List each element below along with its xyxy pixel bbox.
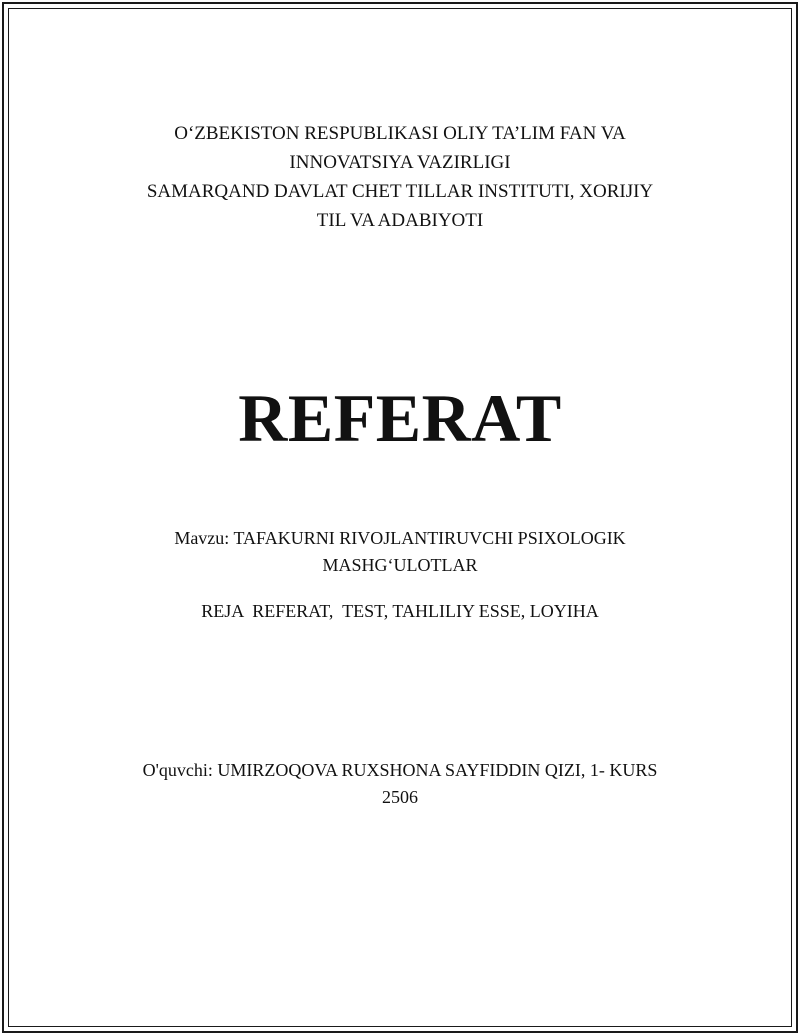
header-line: TIL VA ADABIYOTI: [316, 210, 484, 231]
plan-section: [0, 598, 800, 625]
document-title: REFERAT: [238, 380, 562, 456]
student-group: 2506: [382, 787, 418, 807]
topic-section: [0, 525, 800, 579]
student-line: O'quvchi: UMIRZOQOVA RUXSHONA SAYFIDDIN QIZI, 1- KURS: [142, 760, 658, 780]
header-line: O‘ZBEKISTON RESPUBLIKASI OLIY TA’LIM FAN VA: [174, 123, 626, 144]
student-section: [0, 757, 800, 811]
institution-header: [0, 119, 800, 235]
topic-line: Mavzu: TAFAKURNI RIVOJLANTIRUVCHI PSIXOLOGIK: [174, 528, 626, 548]
plan-line: REJA REFERAT, TEST, TAHLILIY ESSE, LOYIHA: [201, 601, 599, 621]
topic-line: MASHG‘ULOTLAR: [322, 555, 478, 575]
header-line: SAMARQAND DAVLAT CHET TILLAR INSTITUTI, XORIJIY: [146, 181, 654, 202]
header-line: INNOVATSIYA VAZIRLIGI: [289, 152, 511, 173]
